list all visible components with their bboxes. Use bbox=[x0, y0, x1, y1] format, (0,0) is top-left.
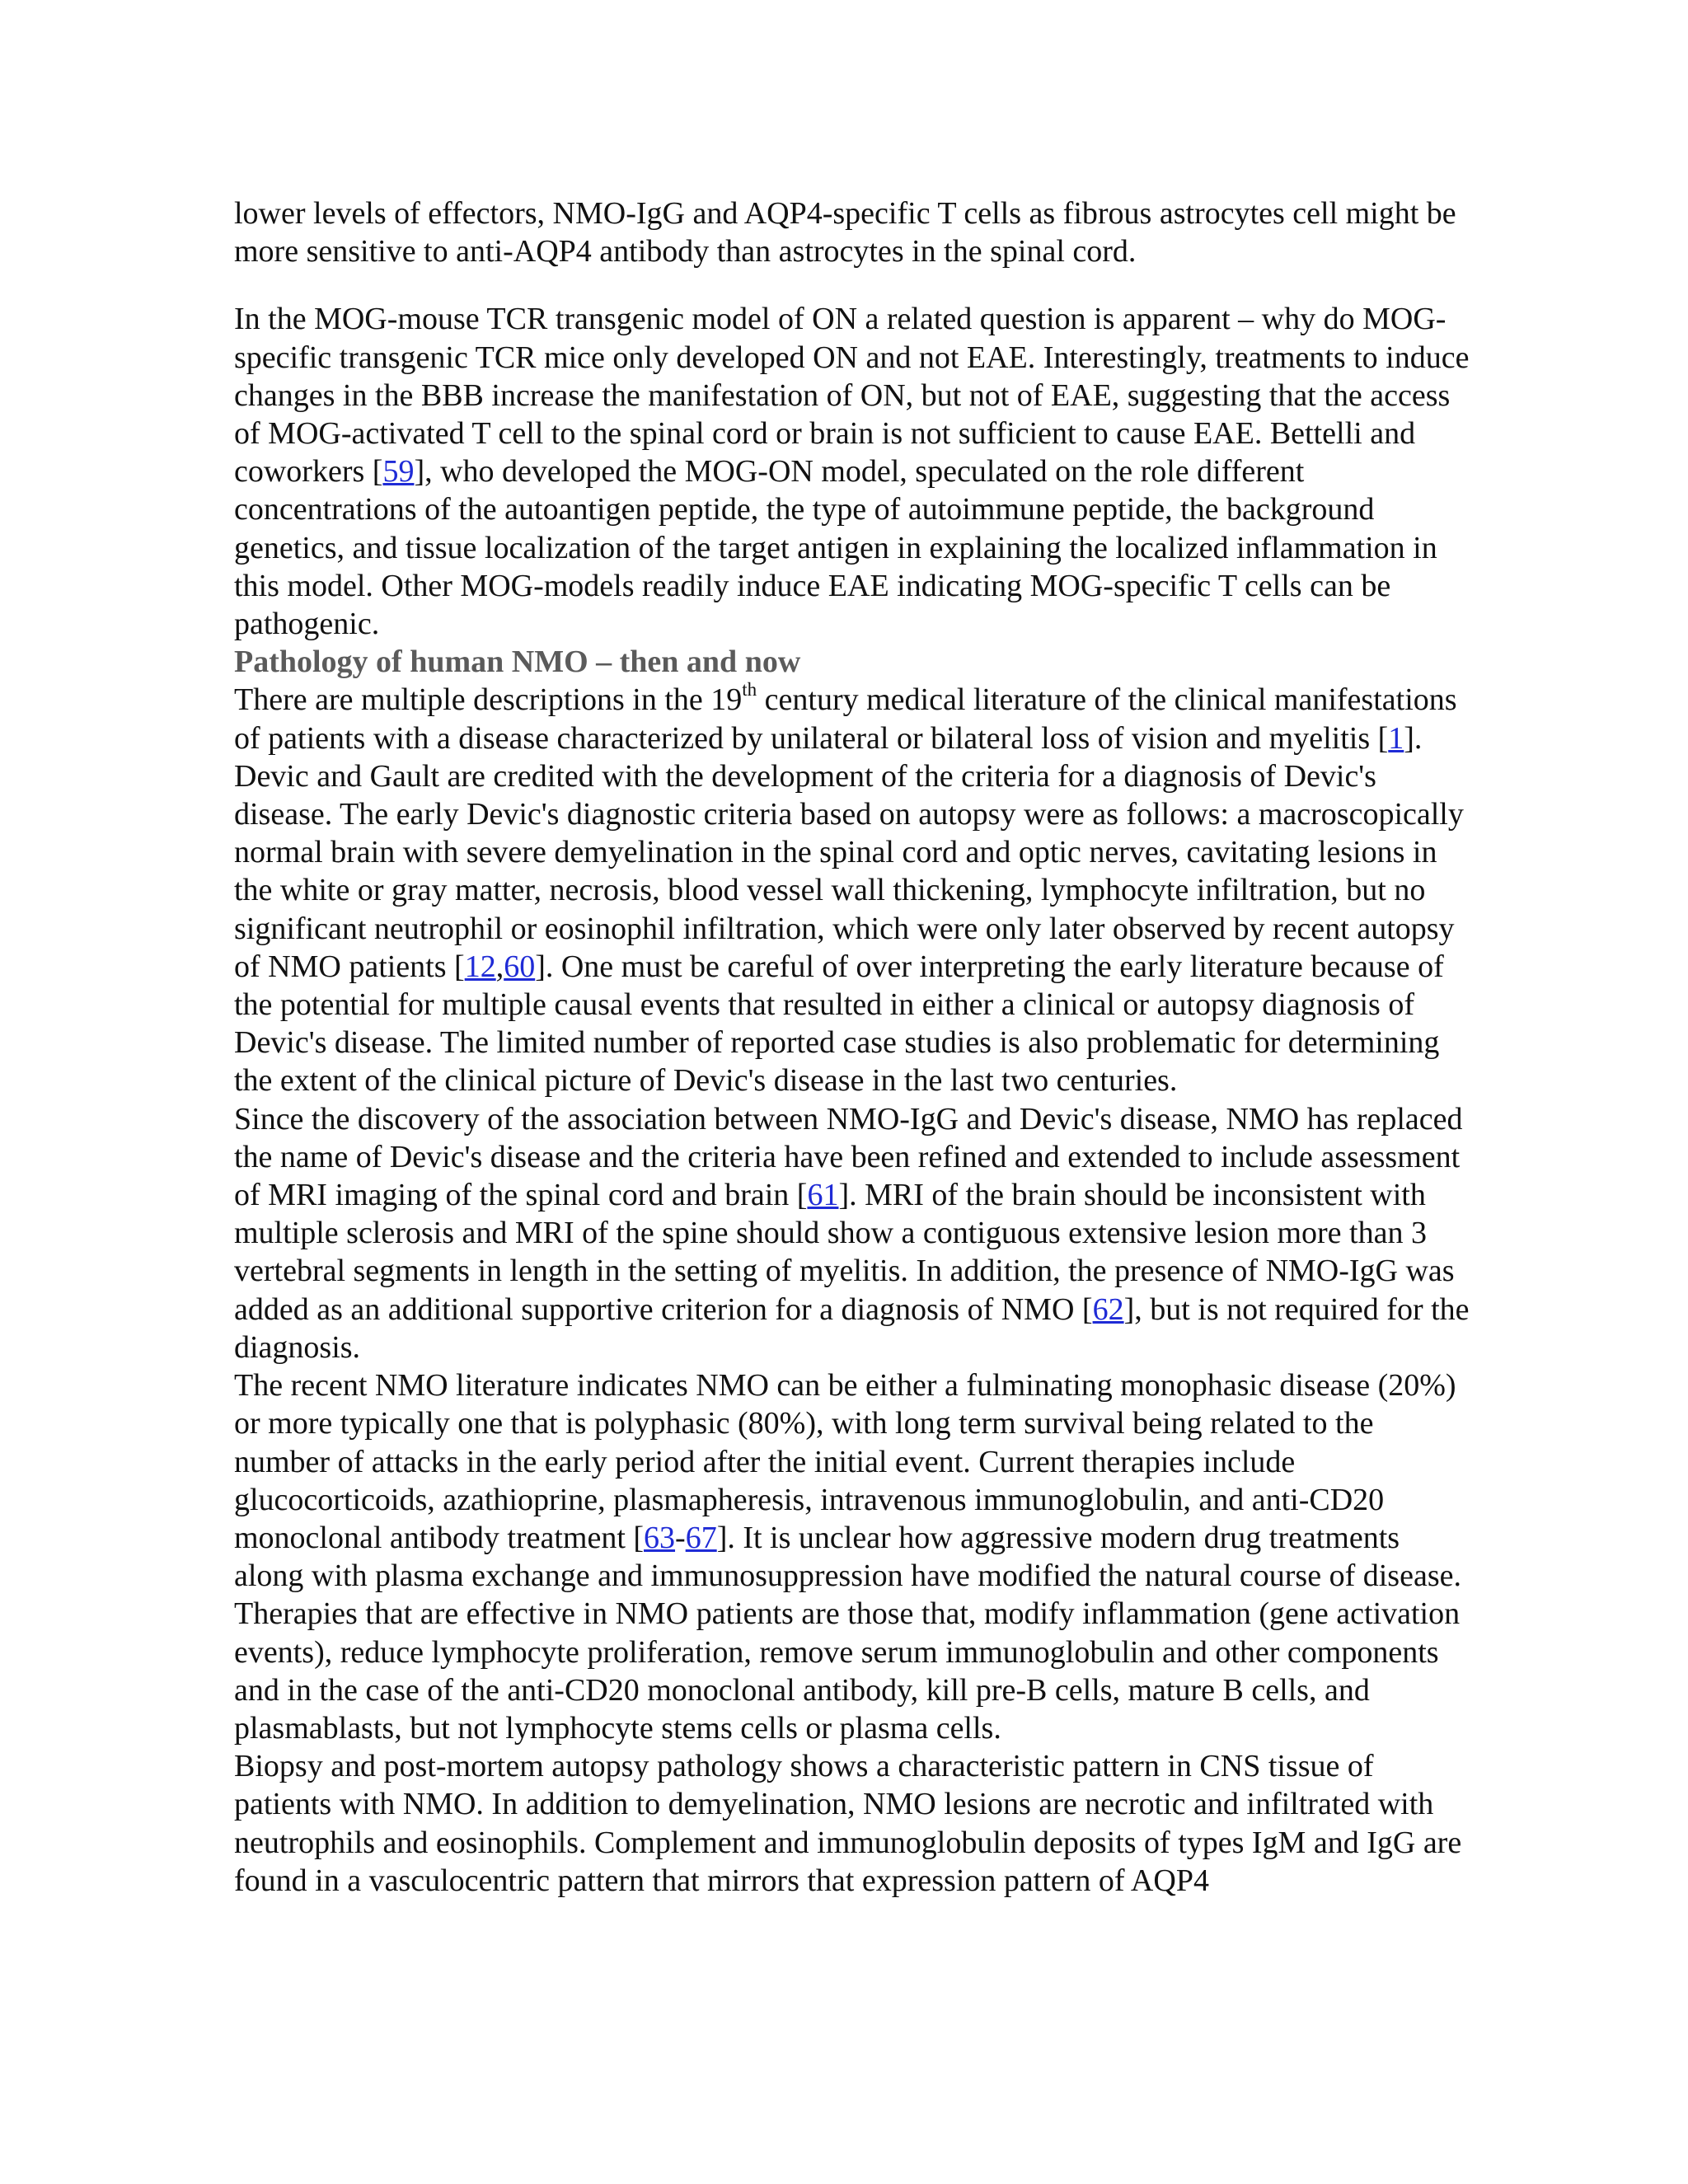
paragraph-mog-model bbox=[234, 300, 1470, 643]
citation-link-61[interactable]: 61 bbox=[807, 1178, 839, 1213]
paragraph-text: In the MOG-mouse TCR transgenic model of ON a related question is apparent – why do MOG-specific transgenic TCR mice only developed ON and not EAE. Interestingly, treatments to induce changes in the BBB increase the manifestation of ON, but not of EAE, suggesting that the access of MOG-activated T cell to the spinal cord or brain is not sufficient to cause EAE. Bettelli and coworkers [ bbox=[234, 302, 1470, 490]
paragraph-text: ]. MRI of the brain should be inconsistent with multiple sclerosis and MRI of the spine should show a contiguous extensive lesion more than 3 vertebral segments in length in the setting of myelitis. In addition, the presence of NMO-IgG was added as an additional supportive criterion for a diagnosis of NMO [ bbox=[234, 1178, 1455, 1327]
superscript-th: th bbox=[742, 678, 757, 700]
paragraph-text: Since the discovery of the association between NMO-IgG and Devic's disease, NMO has replaced the name of Devic's disease and the criteria have been refined and extended to include assessment of MRI imaging of the spinal cord and brain [ bbox=[234, 1101, 1463, 1213]
paragraph-text: lower levels of effectors, NMO-IgG and AQP4-specific T cells as fibrous astrocytes cell might be more sensitive to anti-AQP4 antibody than astrocytes in the spinal cord. bbox=[234, 196, 1456, 269]
paragraph-biopsy bbox=[234, 1747, 1470, 1900]
paragraph-text: century medical literature of the clinical manifestations of patients with a disease characterized by unilateral or bilateral loss of vision and myelitis [ bbox=[234, 682, 1457, 756]
paragraph-gap bbox=[234, 270, 1470, 300]
citation-link-63[interactable]: 63 bbox=[644, 1520, 676, 1555]
citation-link-62[interactable]: 62 bbox=[1092, 1291, 1124, 1327]
section-heading: Pathology of human NMO – then and now bbox=[234, 644, 801, 680]
paragraph-text: ]. It is unclear how aggressive modern drug treatments along with plasma exchange and immunosuppression have modified the natural course of disease. Therapies that are effective in NMO patients are those that, modify inflammation (gene activation events), reduce lymphocyte proliferation, remove serum immunoglobulin and other components and in the case of the anti-CD20 monoclonal antibody, kill pre-B cells, mature B cells, and plasmablasts, but not lymphocyte stems cells or plasma cells. bbox=[234, 1520, 1461, 1746]
paragraph-text: The recent NMO literature indicates NMO can be either a fulminating monophasic disease (20%) or more typically one that is polyphasic (80%), with long term survival being related to the number of attacks in the early period after the initial event. Current therapies include glucocorticoids, azathioprine, plasmapheresis, intravenous immunoglobulin, and anti-CD20 monoclonal antibody treatment [ bbox=[234, 1368, 1456, 1555]
paragraph-astrocytes bbox=[234, 194, 1470, 270]
citation-link-1[interactable]: 1 bbox=[1388, 720, 1404, 756]
citation-link-12[interactable]: 12 bbox=[464, 949, 496, 984]
paragraph-criteria bbox=[234, 1100, 1470, 1366]
document-page bbox=[234, 194, 1470, 1900]
paragraph-text: ]. One must be careful of over interpreting the early literature because of the potential for multiple causal events that resulted in either a clinical or autopsy diagnosis of Devic's disease. The limited number of reported case studies is also problematic for determining the extent of the clinical picture of Devic's disease in the last two centuries. bbox=[234, 949, 1444, 1099]
paragraph-text: ], but is not required for the diagnosis. bbox=[234, 1291, 1470, 1365]
citation-separator: , bbox=[495, 949, 504, 984]
citation-link-60[interactable]: 60 bbox=[504, 949, 536, 984]
paragraph-text: ], who developed the MOG-ON model, speculated on the role different concentrations of the autoantigen peptide, the type of autoimmune peptide, the background genetics, and tissue localization of the target antigen in explaining the localized inflammation in this model. Other MOG-models readily induce EAE indicating MOG-specific T cells can be pathogenic. bbox=[234, 454, 1437, 642]
paragraph-text: Biopsy and post-mortem autopsy pathology shows a characteristic pattern in CNS tissue of patients with NMO. In addition to demyelination, NMO lesions are necrotic and infiltrated with neutrophils and eosinophils. Complement and immunoglobulin deposits of types IgM and IgG are found in a vasculocentric pattern that mirrors that expression pattern of AQP4 bbox=[234, 1749, 1462, 1898]
citation-separator: - bbox=[675, 1520, 686, 1555]
paragraph-history bbox=[234, 678, 1470, 1099]
paragraph-text: ]. Devic and Gault are credited with the development of the criteria for a diagnosis of Devic's disease. The early Devic's diagnostic criteria based on autopsy were as follows: a macroscopically normal brain with severe demyelination in the spinal cord and optic nerves, cavitating lesions in the white or gray matter, necrosis, blood vessel wall thickening, lymphocyte infiltration, but no significant neutrophil or eosinophil infiltration, which were only later observed by recent autopsy of NMO patients [ bbox=[234, 720, 1464, 984]
paragraph-text: There are multiple descriptions in the 19 bbox=[234, 682, 743, 718]
paragraph-therapies bbox=[234, 1366, 1470, 1747]
citation-link-59[interactable]: 59 bbox=[382, 454, 415, 490]
citation-link-67[interactable]: 67 bbox=[685, 1520, 717, 1555]
